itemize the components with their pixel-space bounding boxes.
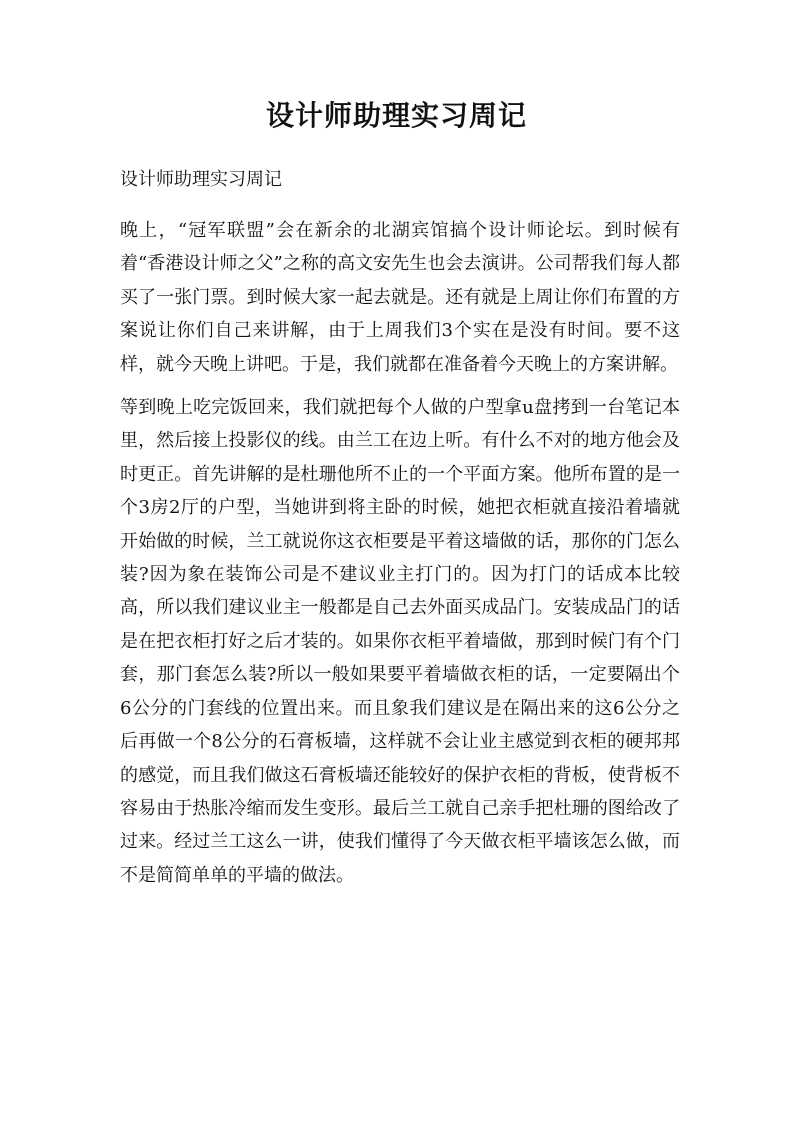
paragraph-1: 晚上，“冠军联盟”会在新余的北湖宾馆搞个设计师论坛。到时候有着“香港设计师之父”之称的高文安先生也会去演讲。公司帮我们每人都买了一张门票。到时候大家一起去就是。还有就是上周让你们布置的方案说让你们自己来讲解，由于上周我们3个实在是没有时间。要不这样，就今天晚上讲吧。于是，我们就都在准备着今天晚上的方案讲解。 [120,220,680,375]
document-subtitle: 设计师助理实习周记 [120,169,282,190]
paragraph-2: 等到晚上吃完饭回来，我们就把每个人做的户型拿u盘拷到一台笔记本里，然后接上投影仪的线。由兰工在边上听。有什么不对的地方他会及时更正。首先讲解的是杜珊他所不止的一个平面方案。他所布置的是一个3房2厅的户型，当她讲到将主卧的时候，她把衣柜就直接沿着墙就开始做的时候，兰工就说你这衣柜要是平着这墙做的话，那你的门怎么装?因为象在装饰公司是不建议业主打门的。因为打门的话成本比较高，所以我们建议业主一般都是自己去外面买成品门。安装成品门的话是在把衣柜打好之后才装的。如果你衣柜平着墙做，那到时候门有个门套，那门套怎么装?所以一般如果要平着墙做衣柜的话，一定要隔出个6公分的门套线的位置出来。而且象我们建议是在隔出来的这6公分之后再做一个8公分的石膏板墙，这样就不会让业主感觉到衣柜的硬邦邦的感觉，而且我们做这石膏板墙还能较好的保护衣柜的背板，使背板不容易由于热胀冷缩而发生变形。最后兰工就自己亲手把杜珊的图给改了过来。经过兰工这么一讲，使我们懂得了今天做衣柜平墙该怎么做，而不是简简单单的平墙的做法。 [120,397,680,886]
document-title: 设计师助理实习周记 [265,99,527,132]
document-body [120,160,680,902]
